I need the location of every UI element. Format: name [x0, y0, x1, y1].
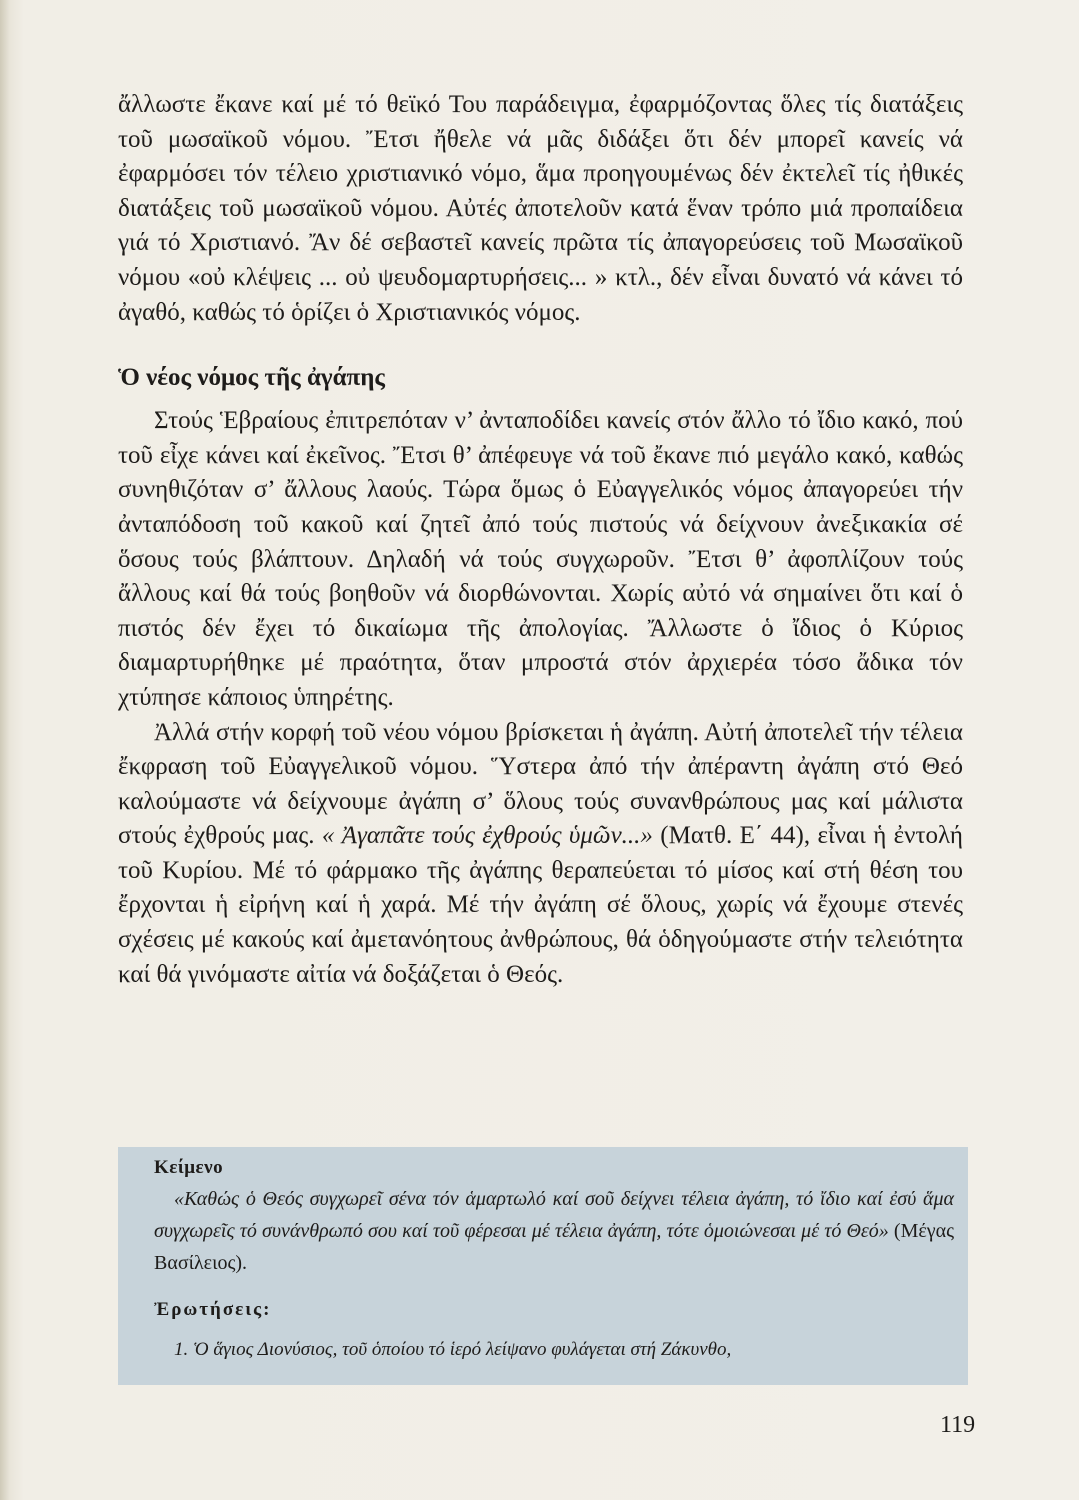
paragraph-retaliation: Στούς Ἑβραίους ἐπιτρεπόταν ν’ ἀνταποδίδει κανείς στόν ἄλλο τό ἴδιο κακό, πού τοῦ εἶχε κάνει καί ἐκεῖνος. Ἔτσι θ’ ἀπέφευγε νά τοῦ ἔκανε πιό μεγάλο κακό, καθώς συνηθιζόταν σ’ ἄλλους λαούς. Τώρα ὅμως ὁ Εὐαγγελικός νόμος ἀπαγορεύει τήν ἀνταπόδοση τοῦ κακοῦ καί ζητεῖ ἀπό τούς πιστούς νά δείχνουν ἀνεξικακία σέ ὅσους τούς βλάπτουν. Δηλαδή νά τούς συγχωροῦν. Ἔτσι θ’ ἀφοπλίζουν τούς ἄλλους καί θά τούς βοηθοῦν νά διορθώνονται. Χωρίς αὐτό νά σημαίνει ὅτι καί ὁ πιστός δέν ἔχει τό δικαίωμα τῆς ἀπολογίας. Ἄλλωστε ὁ ἴδιος ὁ Κύριος διαμαρτυρήθηκε μέ πραότητα, ὅταν μπροστά στόν ἀρχιερέα τόσο ἄδικα τόν χτύπησε κάποιος ὑπηρέτης. — [118, 407, 963, 711]
scripture-quote: « Ἀγαπᾶτε τούς ἐχθρούς ὑμῶν...» — [321, 822, 653, 850]
basil-quote: «Καθώς ὁ Θεός συγχωρεῖ σένα τόν ἁμαρτωλό καί σοῦ δείχνει τέλεια ἀγάπη, τό ἴδιο καί ἐσύ ἅμα συγχωρεῖς τό συνάνθρωπό σου καί τοῦ φέρεσαι μέ τέλεια ἀγάπη, τότε ὁμοιώνεσαι μέ τό Θεό» — [154, 1188, 954, 1242]
text-box — [118, 1147, 968, 1385]
quote-source: (Μέγας Βασίλειος). — [154, 1220, 954, 1274]
paragraph-intro: ἄλλωστε ἔκανε καί μέ τό θεϊκό Του παράδειγμα, ἐφαρμόζοντας ὅλες τίς διατάξεις τοῦ μωσαϊκοῦ νόμου. Ἔτσι ἤθελε νά μᾶς διδάξει ὅτι δέν μπορεῖ κανείς νά ἐφαρμόσει τόν τέλειο χριστιανικό νόμο, ἅμα προηγουμένως δέν ἐκτελεῖ τίς ἠθικές διατάξεις τοῦ μωσαϊκοῦ νόμου. Αὐτές ἀποτελοῦν κατά ἕναν τρόπο μιά προπαίδεια γιά τό Χριστιανό. Ἄν δέ σεβαστεῖ κανείς πρῶτα τίς ἀπαγορεύσεις τοῦ Μωσαϊκοῦ νόμου «οὐ κλέψεις ... οὐ ψευδομαρτυρήσεις... » κτλ., δέν εἶναι δυνατό νά κάνει τό ἀγαθό, καθώς τό ὁρίζει ὁ Χριστιανικός νόμος. — [118, 91, 963, 326]
questions-title: Ἐρωτήσεις: — [154, 1299, 272, 1320]
page-content — [118, 88, 963, 992]
box-title: Κείμενο — [154, 1157, 224, 1178]
paragraph-love — [118, 716, 963, 993]
box-quote — [154, 1183, 954, 1279]
question-item: 1. Ὁ ἅγιος Διονύσιος, τοῦ ὁποίου τό ἱερό λείψανο φυλάγεται στή Ζάκυνθο, — [174, 1339, 732, 1360]
page-number: 119 — [940, 1412, 976, 1438]
section-heading: Ὁ νέος νόμος τῆς ἀγάπης — [118, 364, 385, 392]
scripture-commentary: (Ματθ. Ε΄ 44), εἶναι ἡ ἐντολή τοῦ Κυρίου. Μέ τό φάρμακο τῆς ἀγάπης θεραπεύεται τό μίσος καί στή θέση του ἔρχονται ἡ εἰρήνη καί ἡ χαρά. Μέ τήν ἀγάπη σέ ὅλους, χωρίς νά ἔχουμε στενές σχέσεις μέ κακούς καί ἀμετανόητους ἀνθρώπους, θά ὁδηγούμαστε στήν τελειότητα καί θά γινόμαστε αἰτία νά δοξάζεται ὁ Θεός. — [118, 822, 963, 988]
paragraph-love-text: Ἀλλά στήν κορφή τοῦ νέου νόμου βρίσκεται ἡ ἀγάπη. Αὐτή ἀποτελεῖ τήν τέλεια ἔκφραση τοῦ Εὐαγγελικοῦ νόμου. Ὕστερα ἀπό τήν ἀπέραντη ἀγάπη στό Θεό καλούμαστε νά δείχνουμε ἀγάπη σ’ ὅλους τούς συνανθρώπους μας καί μάλιστα στούς ἐχθρούς μας. — [118, 718, 963, 850]
